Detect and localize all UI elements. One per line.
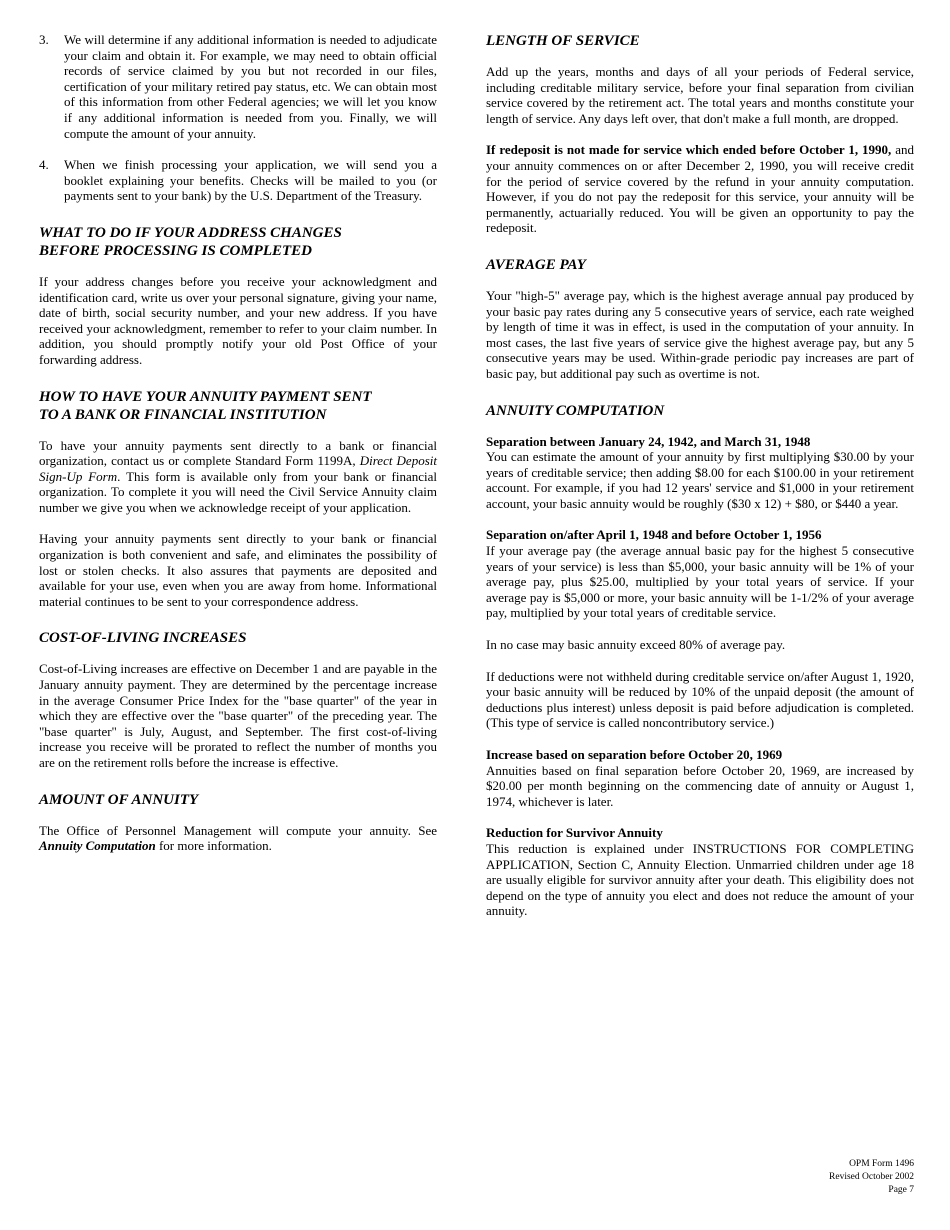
amount-text-b: for more information.	[155, 838, 272, 854]
amount-paragraph	[39, 823, 437, 854]
heading-amount-of-annuity: AMOUNT OF ANNUITY	[39, 791, 199, 808]
left-column	[39, 32, 437, 854]
length-paragraph: Add up the years, months and days of all your periods of Federal service, including creditable military service, before your final separation from civilian service covered by the retirement act. The total years and months constitute your length of service. Any days left over, that don't make a full month, are dropped.	[486, 64, 914, 126]
heading-address-changes-line1: WHAT TO DO IF YOUR ADDRESS CHANGES	[39, 224, 342, 241]
subheading-1942-1948: Separation between January 24, 1942, and March 31, 1948	[486, 433, 811, 449]
heading-address-changes-line2: BEFORE PROCESSING IS COMPLETED	[39, 242, 312, 259]
subheading-increase-1969: Increase based on separation before October 20, 1969	[486, 747, 783, 762]
survivor-reduction-paragraph: This reduction is explained under INSTRUCTIONS FOR COMPLETING APPLICATION, Section C, Annuity Election. Unmarried children under age 18 are usually eligible for survivor annuity after your death. This eligibility does not depend on the type of annuity you elect and does not reduce the amount of your annuity.	[486, 840, 914, 919]
form-name: Direct Deposit Sign-Up Form	[39, 453, 437, 484]
list-number: 4.	[39, 157, 49, 173]
computation-1948-paragraph: If your average pay (the average annual basic pay for the highest 5 consecutive years of your service) is less than $5,000, your basic annuity will be 1% of your average pay, plus $25.00, multiplied by your total years of service. If your average pay is $5,000 or more, your basic annuity will be 1-1/2% of your average pay, multiplied by your total years of creditable service.	[486, 543, 914, 621]
subheading-1948-1956: Separation on/after April 1, 1948 and before October 1, 1956	[486, 527, 822, 543]
redeposit-text: and your annuity commences on or after December 2, 1990, you will receive credit for the period of service covered by the refund in your annuity computation. However, if you do not pay the redeposit for this service, your annuity will be permanently, actuarially reduced. You will be given an opportunity to pay the redeposit.	[486, 142, 914, 236]
list-item-text: We will determine if any additional information is needed to adjudicate your claim and obtain it. For example, we may need to obtain official records of service claimed by you but not recorded in our files, certification of your military retired pay status, etc. We can obtain most of this information from other Federal agencies; we will let you know if any additional information is needed from you. Finally, we will compute the amount of your annuity.	[64, 32, 437, 141]
redeposit-paragraph	[486, 142, 914, 236]
page-number: Page 7	[888, 1185, 914, 1195]
heading-bank-line1: HOW TO HAVE YOUR ANNUITY PAYMENT SENT	[39, 388, 372, 405]
address-paragraph: If your address changes before you receive your acknowledgment and identification card, write us over your personal signature, giving your name, date of birth, social security number, and your new address. If you have received your acknowledgment, remember to refer to your claim number. In addition, you should promptly notify your old Post Office of your forwarding address.	[39, 273, 437, 367]
subheading-survivor-reduction: Reduction for Survivor Annuity	[486, 825, 663, 841]
bank-paragraph-2: Having your annuity payments sent directly to your bank or financial organization is both convenient and safe, and eliminates the possibility of lost or stolen checks. It also assures that payments are deposited and available for your use, even when you are away from home. Informational material continues to be sent to your correspondence address.	[39, 531, 437, 609]
amount-text-a: The Office of Personnel Management will compute your annuity. See	[39, 822, 437, 838]
max-annuity-note: In no case may basic annuity exceed 80% of average pay.	[486, 637, 786, 653]
list-item-text: When we finish processing your application, we will send you a booklet explaining your benefits. Checks will be mailed to you (or payments sent to your bank) by the U.S. Department of the Treasury.	[64, 157, 437, 204]
list-item-4	[39, 157, 437, 204]
heading-cost-of-living: COST-OF-LIVING INCREASES	[39, 630, 247, 647]
heading-bank-line2: TO A BANK OR FINANCIAL INSTITUTION	[39, 406, 327, 423]
redeposit-lead: If redeposit is not made for service which ended before October 1, 1990,	[486, 142, 892, 158]
computation-1942-paragraph: You can estimate the amount of your annuity by first multiplying $30.00 by your years of creditable service; then adding $8.00 for each $100.00 in your retirement account. For example, if you had 12 years' service and $1,000 in your retirement account, your basic annuity would be roughly ($30 x 12) + $80, or $440 a year.	[486, 449, 914, 511]
noncontributory-paragraph: If deductions were not withheld during creditable service on/after August 1, 1920, your basic annuity will be reduced by 10% of the unpaid deposit (the amount of deductions plus interest) unless deposit is paid before adjudication is completed. (This type of service is called noncontributory service.)	[486, 668, 914, 731]
bank-text-a: To have your annuity payments sent directly to a bank or financial organization, contact us or complete Standard Form 1199A,	[39, 437, 437, 469]
heading-average-pay: AVERAGE PAY	[486, 256, 586, 273]
bank-paragraph-1	[39, 438, 437, 516]
heading-annuity-computation: ANNUITY COMPUTATION	[486, 402, 665, 419]
annuity-computation-reference: Annuity Computation	[39, 838, 156, 854]
page-footer	[829, 1158, 914, 1197]
form-number: OPM Form 1496	[849, 1159, 914, 1169]
bank-text-b: . This form is available only from your bank or financial organization. To complete it you will need the Civil Service Annuity claim number we give you when we acknowledge receipt of your application.	[39, 468, 437, 515]
heading-length-of-service: LENGTH OF SERVICE	[486, 33, 640, 49]
list-item-3	[39, 32, 437, 141]
list-number: 3.	[39, 32, 49, 47]
cola-paragraph: Cost-of-Living increases are effective on December 1 and are payable in the January annuity payment. They are determined by the percentage increase in the average Consumer Price Index for the "base quarter" of the year in which they are effective over the "base quarter" of the preceding year. The "base quarter" is July, August, and September. The first cost-of-living increase you receive will be prorated to reflect the number of months you are on the retirement rolls before the increase is effective.	[39, 661, 437, 770]
average-pay-paragraph: Your "high-5" average pay, which is the highest average annual pay produced by your basic pay rates during any 5 consecutive years of service, each rate weighed by length of time it was in effect, is used in the computation of your annuity. In most cases, the last five years of service give the highest average pay, but any 5 consecutive years may be used. Within-grade periodic pay increases are part of basic pay, but additional pay such as overtime is not.	[486, 287, 914, 381]
increase-1969-paragraph: Annuities based on final separation before October 20, 1969, are increased by $20.00 per month beginning on the commencing date of annuity or August 1, 1974, whichever is later.	[486, 762, 914, 809]
revision-date: Revised October 2002	[829, 1172, 914, 1182]
right-column	[486, 32, 914, 919]
